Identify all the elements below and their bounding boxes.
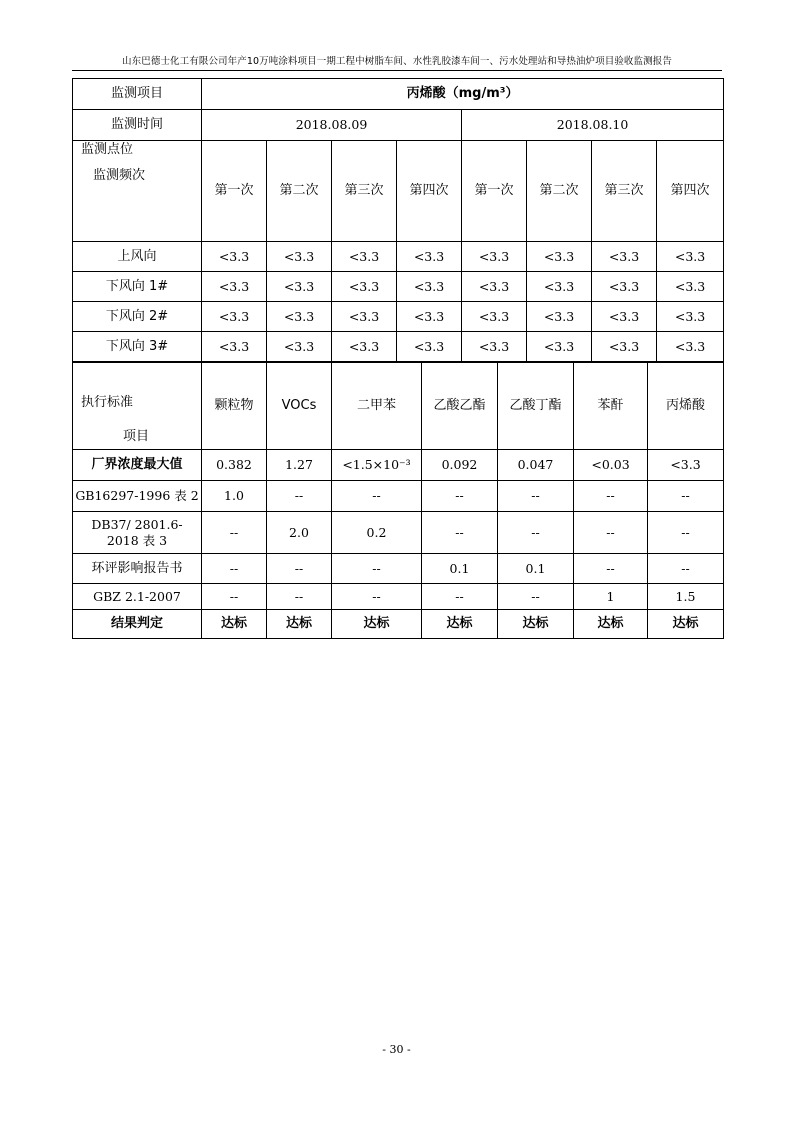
table-row [73,302,724,332]
value-cell: <3.3 [332,272,397,302]
corner2-top-label: 执行标准 [81,395,134,410]
page-number: - 30 - [382,1043,411,1056]
value-cell: <3.3 [592,332,657,362]
result-cell: 达标 [267,610,332,639]
freq-header: 第三次 [332,141,397,242]
result-cell: 达标 [574,610,648,639]
value-cell: -- [267,481,332,512]
corner2-bottom-label: 项目 [123,429,150,444]
value-cell: <3.3 [527,242,592,272]
value-cell: -- [332,481,422,512]
value-cell: <3.3 [202,272,267,302]
value-cell: -- [422,512,498,554]
header-rule [72,70,722,71]
table-row [73,512,724,554]
point-label: 下风向 2# [73,302,202,332]
report-header: 山东巴德士化工有限公司年产10万吨涂料项目一期工程中树脂车间、水性乳胶漆车间一、污水处理站和导热油炉项目验收监测报告 [122,56,672,67]
value-cell: -- [422,584,498,610]
value-cell: <0.03 [574,450,648,481]
standard-label: DB37/ 2801.6-2018 表 3 [73,512,202,554]
value-cell: -- [332,584,422,610]
value-cell: -- [202,512,267,554]
value-cell: <3.3 [397,272,462,302]
max-row-label: 厂界浓度最大值 [73,450,202,481]
value-cell: -- [574,481,648,512]
value-cell: -- [202,584,267,610]
corner-header-2 [73,363,202,450]
value-cell: -- [648,512,724,554]
value-cell: 0.092 [422,450,498,481]
value-cell: <3.3 [592,272,657,302]
value-cell: <3.3 [397,302,462,332]
value-cell: <3.3 [462,302,527,332]
table-row [73,272,724,302]
freq-header: 第四次 [397,141,462,242]
value-cell: <3.3 [462,272,527,302]
freq-header: 第三次 [592,141,657,242]
value-cell: -- [332,554,422,584]
time-label: 监测时间 [73,110,202,141]
value-cell: <3.3 [657,272,724,302]
value-cell: -- [422,481,498,512]
value-cell: -- [498,584,574,610]
value-cell: <3.3 [657,242,724,272]
result-cell: 达标 [498,610,574,639]
value-cell: <3.3 [527,272,592,302]
pollutant-header: VOCs [267,363,332,450]
table-row [73,584,724,610]
value-cell: <3.3 [657,302,724,332]
standard-label: 环评影响报告书 [73,554,202,584]
value-cell: -- [574,554,648,584]
table-row [73,242,724,272]
value-cell: <3.3 [267,272,332,302]
result-cell: 达标 [648,610,724,639]
standard-label: GBZ 2.1-2007 [73,584,202,610]
corner-top-label: 监测点位 [81,142,134,157]
pollutant-header: 丙烯酸 [648,363,724,450]
value-cell: -- [202,554,267,584]
value-cell: 0.1 [498,554,574,584]
value-cell: 0.047 [498,450,574,481]
value-cell: -- [648,554,724,584]
value-cell: <3.3 [462,332,527,362]
freq-header: 第一次 [202,141,267,242]
item-value: 丙烯酸（mg/m³） [202,79,724,110]
table-row [73,332,724,362]
value-cell: 1.0 [202,481,267,512]
value-cell: <3.3 [527,302,592,332]
value-cell: <3.3 [397,332,462,362]
value-cell: <3.3 [592,302,657,332]
pollutant-header: 苯酐 [574,363,648,450]
value-cell: 1.27 [267,450,332,481]
value-cell: 1.5 [648,584,724,610]
table-row [73,481,724,512]
table-row [73,554,724,584]
result-cell: 达标 [332,610,422,639]
result-cell: 达标 [422,610,498,639]
value-cell: <3.3 [202,302,267,332]
value-cell: <3.3 [267,242,332,272]
value-cell: -- [648,481,724,512]
value-cell: <3.3 [462,242,527,272]
value-cell: 0.1 [422,554,498,584]
point-label: 下风向 3# [73,332,202,362]
value-cell: 2.0 [267,512,332,554]
value-cell: 0.382 [202,450,267,481]
pollutant-header: 颗粒物 [202,363,267,450]
standard-label: GB16297-1996 表 2 [73,481,202,512]
pollutant-header: 乙酸丁酯 [498,363,574,450]
value-cell: -- [498,512,574,554]
table-row [73,610,724,639]
value-cell: 1 [574,584,648,610]
item-label: 监测项目 [73,79,202,110]
pollutant-header: 二甲苯 [332,363,422,450]
value-cell: <3.3 [332,242,397,272]
freq-header: 第四次 [657,141,724,242]
value-cell: <3.3 [332,302,397,332]
value-cell: <3.3 [267,332,332,362]
result-label: 结果判定 [73,610,202,639]
value-cell: <3.3 [202,242,267,272]
freq-header: 第二次 [527,141,592,242]
value-cell: <3.3 [657,332,724,362]
value-cell: -- [267,554,332,584]
value-cell: <3.3 [592,242,657,272]
value-cell: -- [574,512,648,554]
value-cell: <3.3 [397,242,462,272]
value-cell: 0.2 [332,512,422,554]
date-2: 2018.08.10 [462,110,724,141]
corner-header [73,141,202,242]
value-cell: <3.3 [648,450,724,481]
value-cell: -- [498,481,574,512]
date-1: 2018.08.09 [202,110,462,141]
pollutant-header: 乙酸乙酯 [422,363,498,450]
table-row [73,450,724,481]
freq-header: 第二次 [267,141,332,242]
monitoring-table [72,78,724,362]
corner-bottom-label: 监测频次 [93,168,146,183]
freq-header: 第一次 [462,141,527,242]
point-label: 下风向 1# [73,272,202,302]
value-cell: -- [267,584,332,610]
standards-table [72,362,724,639]
point-label: 上风向 [73,242,202,272]
value-cell: <3.3 [527,332,592,362]
value-cell: <1.5×10⁻³ [332,450,422,481]
value-cell: <3.3 [332,332,397,362]
value-cell: <3.3 [202,332,267,362]
value-cell: <3.3 [267,302,332,332]
result-cell: 达标 [202,610,267,639]
